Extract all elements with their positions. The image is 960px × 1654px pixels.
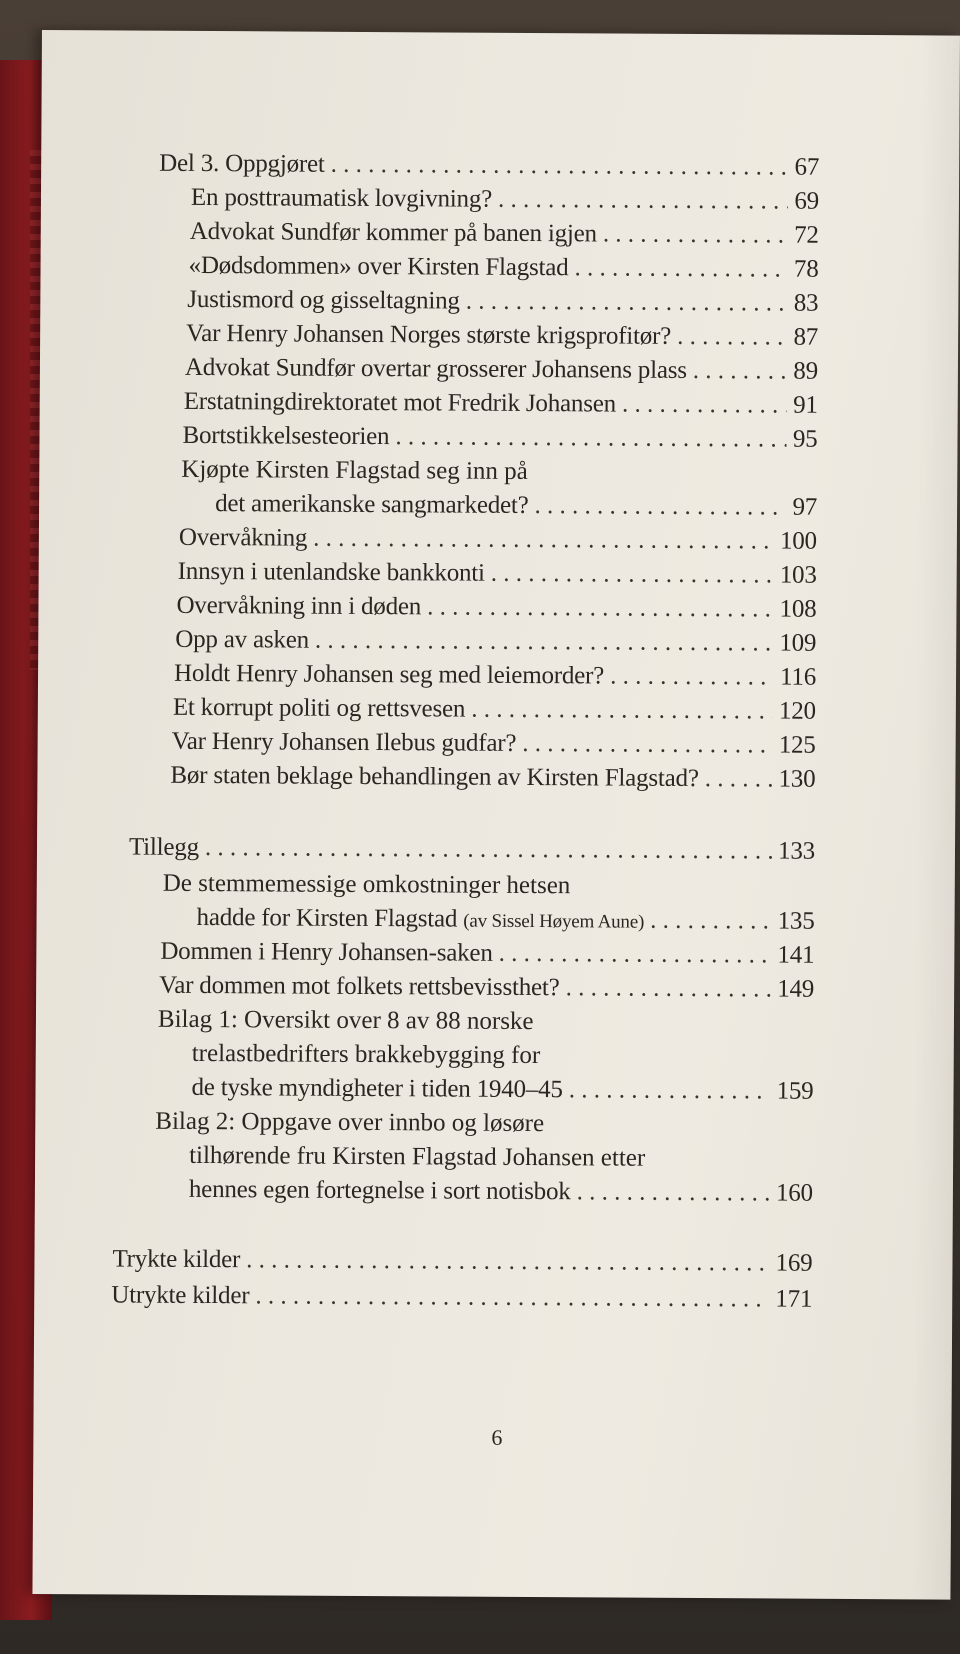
dot-leader xyxy=(205,833,772,866)
toc-title: Bør staten beklage behandlingen av Kirsten Flagstad? xyxy=(170,761,699,793)
toc-title-line: De stemmemessige omkostninger hetsen xyxy=(162,869,571,900)
toc-page-number: 89 xyxy=(793,357,819,385)
dot-leader xyxy=(569,1075,771,1106)
toc-title: Del 3. Oppgjøret xyxy=(159,149,325,178)
toc-page-number: 141 xyxy=(777,941,815,969)
dot-leader xyxy=(246,1245,770,1278)
dot-leader xyxy=(522,729,773,761)
toc-page-number: 103 xyxy=(779,561,817,589)
toc-page-number: 135 xyxy=(777,907,815,935)
toc-entry xyxy=(173,693,816,727)
toc-title: Advokat Sundfør overtar grosserer Johansens plass xyxy=(184,353,687,384)
toc-title: Var Henry Johansen Ilebus gudfar? xyxy=(171,727,517,757)
toc-page-number: 125 xyxy=(778,731,816,759)
dot-leader xyxy=(535,491,787,523)
toc-entry xyxy=(160,937,814,971)
toc-title: Var Henry Johansen Norges største krigsprofitør? xyxy=(186,319,672,350)
toc-page-number: 67 xyxy=(794,153,820,181)
toc-title: Innsyn i utenlandske bankkonti xyxy=(177,557,485,587)
toc-page-number: 78 xyxy=(793,255,819,283)
toc-title: Erstatningdirektoratet mot Fredrik Johansen xyxy=(183,387,617,418)
toc-page-number: 133 xyxy=(778,837,816,865)
toc-entry xyxy=(189,1175,813,1209)
dot-leader xyxy=(331,150,789,183)
toc-title: Var dommen mot folkets rettsbevissthet? xyxy=(159,971,560,1002)
toc-entry xyxy=(191,183,819,217)
dot-leader xyxy=(650,906,772,937)
toc-page-number: 120 xyxy=(778,697,816,725)
toc-entry xyxy=(196,903,814,939)
dot-leader xyxy=(610,661,774,692)
toc-entry xyxy=(178,557,817,591)
toc-entry xyxy=(174,659,816,693)
toc-page-number: 171 xyxy=(775,1285,813,1313)
toc-page-number: 69 xyxy=(794,187,820,215)
dot-leader xyxy=(705,764,773,794)
toc-page-number: 116 xyxy=(779,663,817,691)
table-of-contents xyxy=(32,30,960,1600)
page-number-folio: 6 xyxy=(491,1424,503,1450)
dot-leader xyxy=(622,390,787,421)
dot-leader xyxy=(255,1281,769,1314)
dot-leader xyxy=(574,253,788,284)
toc-entry-unprinted-sources xyxy=(111,1280,812,1314)
dot-leader xyxy=(491,559,774,591)
toc-entry xyxy=(175,625,816,659)
toc-title: Opp av asken xyxy=(175,625,310,654)
toc-entry xyxy=(184,387,818,421)
toc-page-number: 95 xyxy=(792,425,818,453)
toc-entry xyxy=(172,727,816,761)
toc-author-note: (av Sissel Høyem Aune) xyxy=(463,910,645,933)
toc-title: Trykte kilder xyxy=(112,1245,241,1274)
dot-leader xyxy=(577,1177,771,1208)
toc-title: det amerikanske sangmarkedet? xyxy=(215,490,529,519)
toc-title-line: Bilag 2: Oppgave over innbo og løsøre xyxy=(155,1107,545,1138)
toc-title: de tyske myndigheter i tiden 1940–45 xyxy=(191,1073,563,1104)
toc-entry xyxy=(179,523,817,557)
toc-page-number: 83 xyxy=(793,289,819,317)
toc-title: Overvåkning xyxy=(178,523,308,552)
toc-entry xyxy=(176,591,816,625)
dot-leader xyxy=(466,287,788,319)
toc-page-number: 130 xyxy=(778,765,816,793)
toc-page-number: 72 xyxy=(794,221,819,249)
toc-entry xyxy=(191,1073,813,1107)
toc-title-line: tilhørende fru Kirsten Flagstad Johansen etter xyxy=(189,1141,646,1172)
dot-leader xyxy=(427,592,774,624)
toc-title: Justismord og gisseltagning xyxy=(187,285,460,315)
toc-entry-printed-sources xyxy=(112,1244,812,1278)
dot-leader xyxy=(603,219,788,250)
toc-page-number: 109 xyxy=(779,629,817,657)
toc-title: En posttraumatisk lovgivning? xyxy=(190,183,493,213)
toc-page-number: 160 xyxy=(775,1179,813,1207)
toc-page-number: 169 xyxy=(775,1249,813,1277)
toc-title-line: Bilag 1: Oversikt over 8 av 88 norske xyxy=(157,1005,534,1036)
book-page xyxy=(32,30,960,1600)
toc-page-number: 87 xyxy=(793,323,819,351)
toc-title: Et korrupt politi og rettsvesen xyxy=(172,693,466,723)
toc-title: hennes egen fortegnelse i sort notisbok xyxy=(188,1175,571,1206)
toc-page-number: 149 xyxy=(777,975,815,1003)
toc-page-number: 159 xyxy=(776,1077,814,1105)
toc-heading-part3 xyxy=(159,149,819,183)
dot-leader xyxy=(498,185,788,217)
toc-title: «Dødsdommen» over Kirsten Flagstad xyxy=(188,251,569,282)
dot-leader xyxy=(471,695,773,727)
dot-leader xyxy=(315,626,774,659)
toc-entry xyxy=(215,489,817,523)
toc-entry xyxy=(190,217,819,251)
toc-title: Tillegg xyxy=(128,833,200,861)
toc-title-line: trelastbedrifters brakkebygging for xyxy=(191,1039,541,1070)
toc-entry xyxy=(186,319,818,353)
toc-page-number: 97 xyxy=(792,493,818,521)
dot-leader xyxy=(677,322,788,353)
toc-title: Utrykte kilder xyxy=(111,1281,250,1310)
toc-entry xyxy=(188,251,818,285)
toc-title: Bortstikkelsesteorien xyxy=(182,421,390,451)
toc-title-line: Kjøpte Kirsten Flagstad seg inn på xyxy=(181,455,528,485)
toc-title: hadde for Kirsten Flagstad xyxy=(196,903,458,933)
toc-title: Holdt Henry Johansen seg med leiemorder? xyxy=(173,659,605,690)
toc-title: Overvåkning inn i døden xyxy=(176,591,422,621)
dot-leader xyxy=(693,356,788,387)
toc-title: Dommen i Henry Johansen-saken xyxy=(160,937,493,967)
toc-entry xyxy=(187,285,818,319)
toc-entry xyxy=(170,761,815,795)
toc-page-number: 91 xyxy=(793,391,818,419)
toc-heading-appendix xyxy=(129,833,815,867)
toc-page-number: 108 xyxy=(779,595,817,623)
toc-entry xyxy=(185,353,818,387)
dot-leader xyxy=(499,939,772,971)
dot-leader xyxy=(395,422,787,454)
toc-title: Advokat Sundfør kommer på banen igjen xyxy=(189,217,597,248)
toc-entry xyxy=(182,421,817,455)
toc-entry xyxy=(159,971,814,1005)
toc-page-number: 100 xyxy=(779,527,817,555)
dot-leader xyxy=(566,973,772,1004)
dot-leader xyxy=(313,524,774,557)
